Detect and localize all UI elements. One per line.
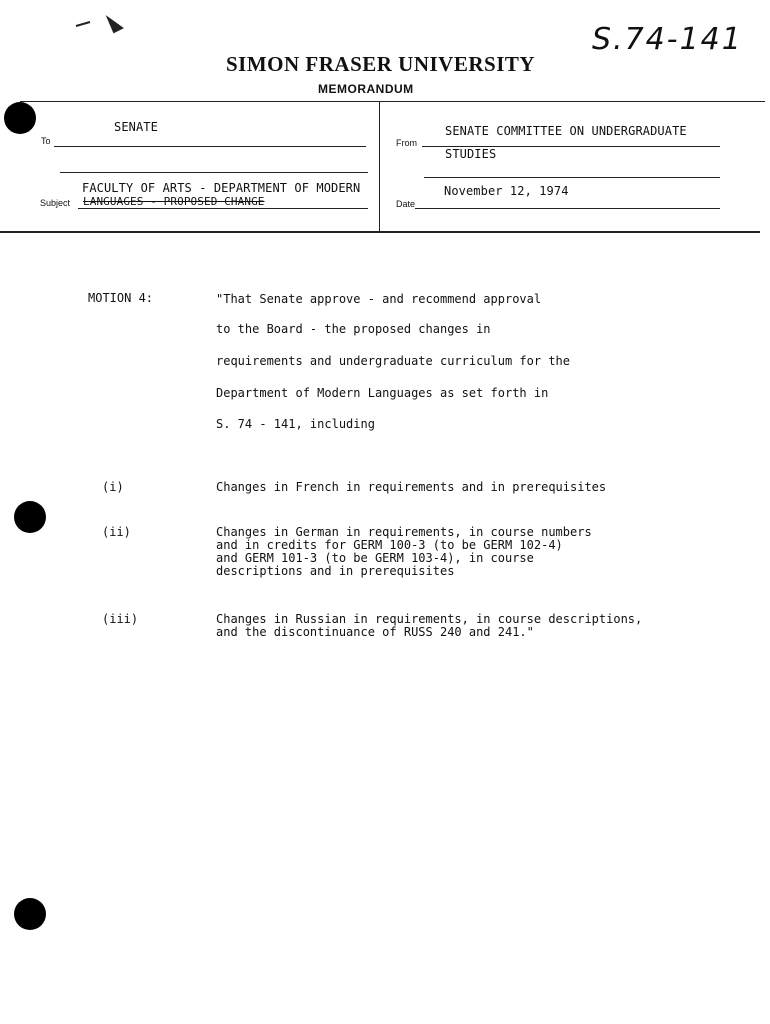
date-label: Date [396,199,416,209]
punch-hole-bottom [14,898,46,930]
motion-line-3: requirements and undergraduate curriculum for the [216,354,571,368]
date-underline [415,208,720,209]
handwritten-doc-number: S.74-141 [592,22,743,57]
item-number-ii: (ii) [102,525,131,539]
university-title: SIMON FRASER UNIVERSITY [226,52,536,76]
header-bottom-rule [0,231,760,233]
from-label: From [396,138,417,148]
motion-line-4: Department of Modern Languages as set forth in [216,386,549,400]
to-value: SENATE [114,120,158,134]
subject-underline [78,208,368,209]
header-vertical-divider [379,101,380,231]
to-label: To [41,136,51,146]
item-number-iii: (iii) [102,612,139,626]
date-value: November 12, 1974 [444,184,569,198]
to-underline [54,146,366,147]
subject-value-line2: LANGUAGES - PROPOSED CHANGE [83,195,265,208]
from-value-line1: SENATE COMMITTEE ON UNDERGRADUATE [445,124,687,138]
item-text-iii: Changes in Russian in requirements, in course descriptions, and the discontinuance of RUSS 240 and 241." [216,612,643,639]
motion-line-1: "That Senate approve - and recommend approval [216,292,542,306]
motion-line-5: S. 74 - 141, including [216,417,375,431]
motion-label: MOTION 4: [88,291,154,305]
motion-line-2: to the Board - the proposed changes in [216,322,491,336]
subject-value-line1: FACULTY OF ARTS - DEPARTMENT OF MODERN [82,181,361,195]
header-top-rule [20,101,765,102]
subject-label: Subject [40,198,71,208]
date-top-rule [424,177,720,178]
subject-top-rule [60,172,368,173]
from-value-line2: STUDIES [445,147,497,161]
item-text-ii: Changes in German in requirements, in course numbers and in credits for GERM 100-3 (to be GERM 102-4) and GERM 101-3 (to be GERM 103-4), in course descriptions and in prerequisites [216,525,592,578]
punch-hole-top [4,102,36,134]
item-text-i: Changes in French in requirements and in prerequisites [216,480,607,494]
punch-hole-middle [14,501,46,533]
item-number-i: (i) [102,480,124,494]
scribble-mark [70,8,140,38]
memorandum-heading: MEMORANDUM [318,82,414,96]
